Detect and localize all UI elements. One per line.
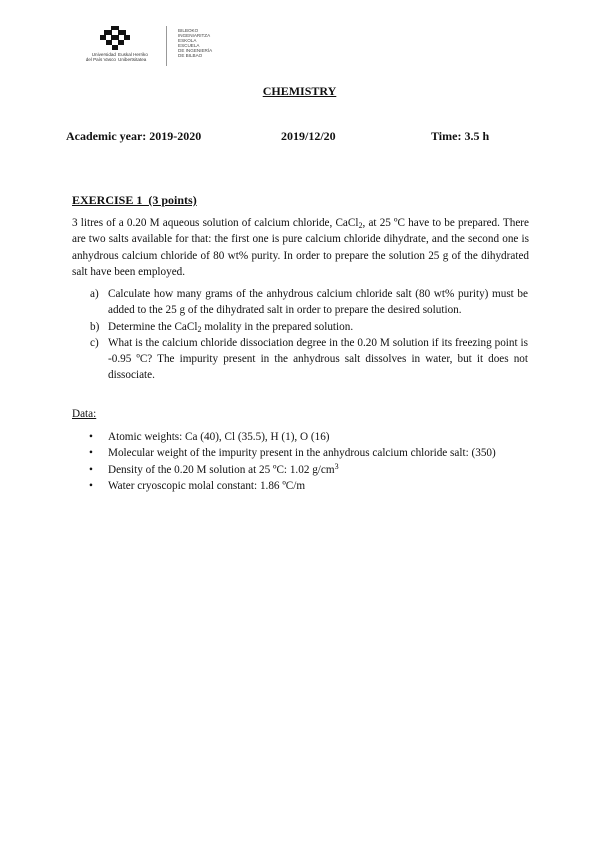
exercise-statement: 3 litres of a 0.20 M aqueous solution of calcium chloride, CaCl$_2$, at 25 ºC have to be prepared. There are two salts available for that: the first one is pure calcium chloride dihydrate, and the second one is anhydrous calcium chloride of 80 wt% purity. In order to prepare the solution 25 g of the dihydrated salt have been employed. [72,217,529,278]
data-item [72,429,542,445]
data-item [72,478,542,494]
question-text: Determine the CaCl$_2$ molality in the prepared solution. [108,320,354,334]
logo-divider [166,26,167,66]
question-marker: b) [90,320,100,333]
question-item-c [72,335,528,384]
data-item-text: Molecular weight of the impurity present in the anhydrous calcium chloride salt: (350) [108,447,496,460]
bullet-icon: • [89,463,93,476]
question-item-a [72,286,528,319]
exam-date: 2019/12/20 [281,129,336,143]
data-list [72,429,542,494]
question-text: What is the calcium chloride dissociation degree in the 0.20 M solution if its freezing point is -0.95 ºC? The impurity present in the anhydrous salt dissolves in water, but it does not dissociate. [108,336,528,382]
school-name: BILBOKO INGENIARITZA ESKOLA ESCUELA DE INGENIERÍA DE BILBAO [178,28,213,58]
question-list [72,286,532,384]
logo-text-eu: Euskal Herriko Unibertsitatea [118,52,148,62]
logo-text-es: Universidad del País Vasco [85,52,116,62]
question-marker: c) [90,336,99,349]
data-item [72,462,542,478]
academic-year: Academic year: 2019-2020 [66,129,202,143]
question-marker: a) [90,288,99,300]
data-item-text: Density of the 0.20 M solution at 25 ºC: 1.02 $g/cm^3$ [108,461,339,476]
exercise-heading: EXERCISE 1 (3 points) [72,193,197,207]
bullet-icon: • [89,431,93,443]
question-item-b [72,319,528,335]
data-item-text: Water cryoscopic molal constant: 1.86 ºC/m [108,479,306,492]
question-text: Calculate how many grams of the anhydrous calcium chloride salt (80 wt% purity) must be added to the 25 g of the dihydrated salt in order to prepare the desired solution. [108,288,528,317]
university-logo [76,26,226,71]
university-emblem-icon [98,26,132,50]
exam-duration: Time: 3.5 h [431,129,490,143]
data-item-text: Atomic weights: Ca (40), Cl (35.5), H (1), O (16) [108,431,330,443]
data-heading: Data: [72,408,97,420]
data-item [72,445,542,461]
bullet-icon: • [89,447,93,460]
bullet-icon: • [89,479,93,492]
page-title: CHEMISTRY [262,84,337,98]
